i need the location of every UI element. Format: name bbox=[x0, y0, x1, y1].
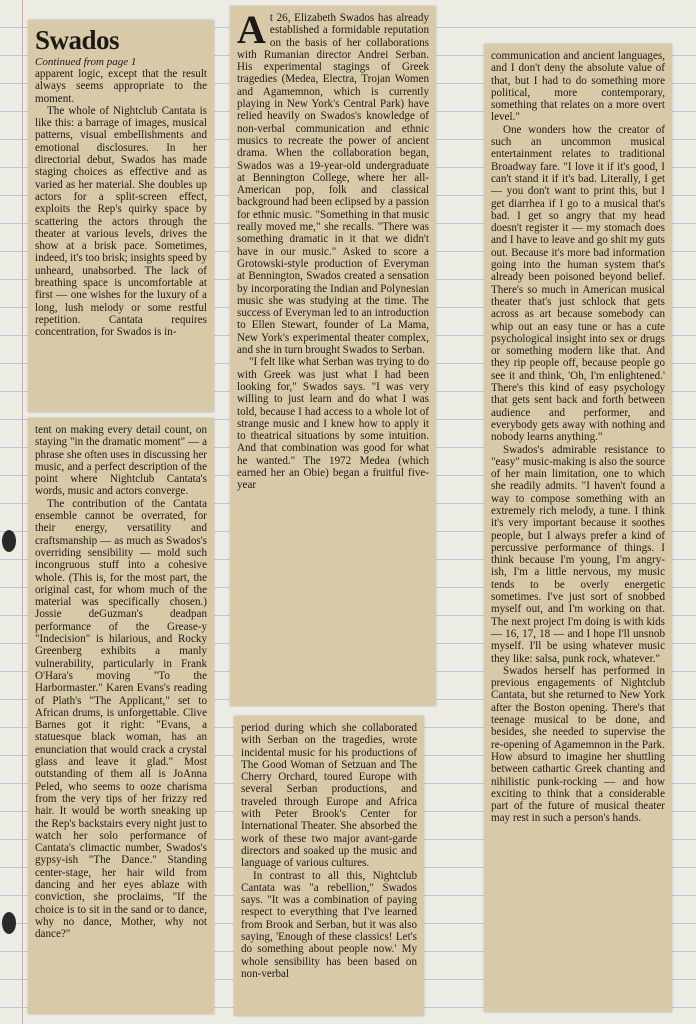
paragraph: apparent logic, except that the result always seems appropriate to the moment. bbox=[35, 68, 207, 105]
binder-hole bbox=[2, 912, 16, 934]
clipping-swados-profile bbox=[230, 6, 436, 706]
paragraph: period during which she collaborated with Serban on the tragedies, wrote incidental music for his productions of The Good Woman of Setzuan and The Cherry Orchard, toured Europe with several Serban productions, and traveled through Europe and Africa with Peter Brook's Center for International Theater. She absorbed the work of these two major avant-garde directors and soaked up the music and language of various cultures. bbox=[241, 722, 417, 870]
clipping-serban-collaboration bbox=[234, 716, 424, 1016]
margin-line bbox=[22, 0, 23, 1024]
clipping-swados-continued bbox=[28, 20, 214, 412]
paragraph bbox=[237, 7, 429, 357]
paragraph: "I felt like what Serban was trying to do with Greek was just what I had been looking for," Swados says. "I was very willing to just learn and do what I was told, because I had access to a whole lot of strange music and I knew how to apply it to theatrical situations by some intuition. And that combination was good for what he wanted." The 1972 Medea (which earned her an Obie) began a fruitful five-year bbox=[237, 356, 429, 492]
paragraph: tent on making every detail count, on staying "in the dramatic moment" — a phrase she often uses in discussing her music, and a perfect description of the point where Nightclub Cantata's words, music and actors converge. bbox=[35, 424, 207, 498]
paragraph-text: t 26, Elizabeth Swados has already established a formidable reputation on the basis of her collaborations with Rumanian director Andrei Serban. His experimental stagings of Greek tragedies (Medea, Electra, Trojan Women and Agamemnon, which is currently playing in New York's Central Park) have relied heavily on Swados's knowledge of non-verbal communication and ethnic musics to recreate the power of ancient drama. When the collaboration began, Swados was a 19-year-old undergraduate at Bennington College, where her all-American pop, folk and classical background had been eclipsed by a passion for ethnic music. "Something in that music really moved me," she recalls. "There was something dramatic in it that we didn't have in our music." Asked to score a Grotowski-style production of Everyman at Bennington, Swados created a sensation by incorporating the Indian and Polynesian music she was studying at the time. The success of Everyman led to an introduction to Ellen Stewart, founder of La Mama, New York's experimental theater complex, and she in turn brought Swados to Serban. bbox=[237, 12, 429, 357]
clipping-swados-interview bbox=[484, 44, 672, 1012]
paragraph: Swados's admirable resistance to "easy" music-making is also the source of her main limitation, one to which she readily admits. "I haven't found a way to compose something with an extremely rich melody, a tune. I think it's very important because it soothes people, but I always prefer a kind of percussive performance of things. I think because I'm young, I'm angry-ish, I'm a little nervous, my music tends to be overly energetic sometimes. I've just sort of snobbed myself out, and I'm working on that. The next project I'm doing is with kids — 16, 17, 18 — and I hope I'll unsnob myself. I'll be using whatever music they like: salsa, punk rock, whatever." bbox=[491, 443, 665, 665]
paragraph: The contribution of the Cantata ensemble cannot be overrated, for their energy, versatility and craftsmanship — as much as Swados's overriding sensibility — mold such incongruous stuff into a cohesive whole. (This is, for the most part, the original cast, for whom much of the material was specifically chosen.) Jossie deGuzman's deadpan performance of the Grease-y "Indecision" is hilarious, and Rocky Greenberg exhibits a manly vulnerability, particularly in Frank O'Hara's moving "To the Harbormaster." Karen Evans's reading of Plath's "The Applicant," set to African drums, is unforgettable. Clive Barnes got it right: "Evans, a statuesque black woman, has an enunciation that would crack a crystal glass and leave it glad." Most outstanding of them all is JoAnna Peled, who seems to ooze charisma from the very tips of her frizzy red hair. It would be worth sneaking up the Rep's backstairs every night just to watch her solo performance of Cantata's climactic number, Swados's gypsy-ish "The Dance." Standing center-stage, her hair wild from dancing and her eyes ablaze with conviction, she proclaims, "If the choice is to sit in the sand or to dance, why no dance, Mother, why not dance?" bbox=[35, 497, 207, 941]
paragraph: One wonders how the creator of such an uncommon musical entertainment relates to traditional Broadway fare. "I love it if it's good, I can't stand it if it's bad. Literally, I get — you don't want to print this, but I get diarrhea if I go to a musical that's bad. I get so angry that my head doesn't register it — my stomach does and I have to leave and go shit my guts out. Because it's more bad information going into the human system that's already been poisoned beyond belief. There's so much in American musical theater that's just schlock that gets across as art because somebody can whip out an easy tune or has a cute psychological insight into sex or drugs or something modern like that. And they rip people off, because people go see it and think, 'Oh, I'm enlightened.' There's this kind of easy psychology that gets sent back and forth between audience and performer, and everybody gets away with nothing and nobody learns anything." bbox=[491, 123, 665, 444]
headline: Swados bbox=[35, 25, 120, 55]
paragraph: communication and ancient languages, and I don't deny the absolute value of that, but I had to do something more political, more contemporary, something that relates on a more overt level." bbox=[491, 50, 665, 124]
binder-hole bbox=[2, 530, 16, 552]
paragraph: Swados herself has performed in previous engagements of Nightclub Cantata, but she returned to New York after the Boston opening. There's that teenage musical to be done, and besides, she needed to supervise the re-opening of Agamemnon in the Park. How absurd to imagine her shuttling between cathartic Greek chanting and nihilistic punk-rocking — and how exciting to think that a considerable part of the future of musical theater may rest in such a person's hands. bbox=[491, 664, 665, 825]
clipping-cast-review bbox=[28, 418, 214, 1014]
paragraph: The whole of Nightclub Cantata is like this: a barrage of images, musical patterns, visual embellishments and emotional disclosures. In her directorial debut, Swados has made staging choices as effective and as varied as her material. She doubles up actors for a split-screen effect, exploits the Rep's quirky space by scattering the actors through the theater at various levels, drives the show at a brisk pace. Sometimes, indeed, it's too brisk; insights speed by unheard, unabsorbed. The lack of breathing space is uncomfortable at first — one wishes for the luxury of a long, lush melody or some restful repetition. Cantata requires concentration, for Swados is in- bbox=[35, 104, 207, 339]
paragraph: In contrast to all this, Nightclub Cantata was "a rebellion," Swados says. "It was a combination of paying respect to everything that I've learned from Brook and Serban, but it was also saying, 'Enough of these classics! Let's do something about people now.' My whole sensibility has been based on non-verbal bbox=[241, 869, 417, 980]
drop-cap: A bbox=[237, 7, 266, 52]
continued-line: Continued from page 1 bbox=[35, 56, 137, 68]
